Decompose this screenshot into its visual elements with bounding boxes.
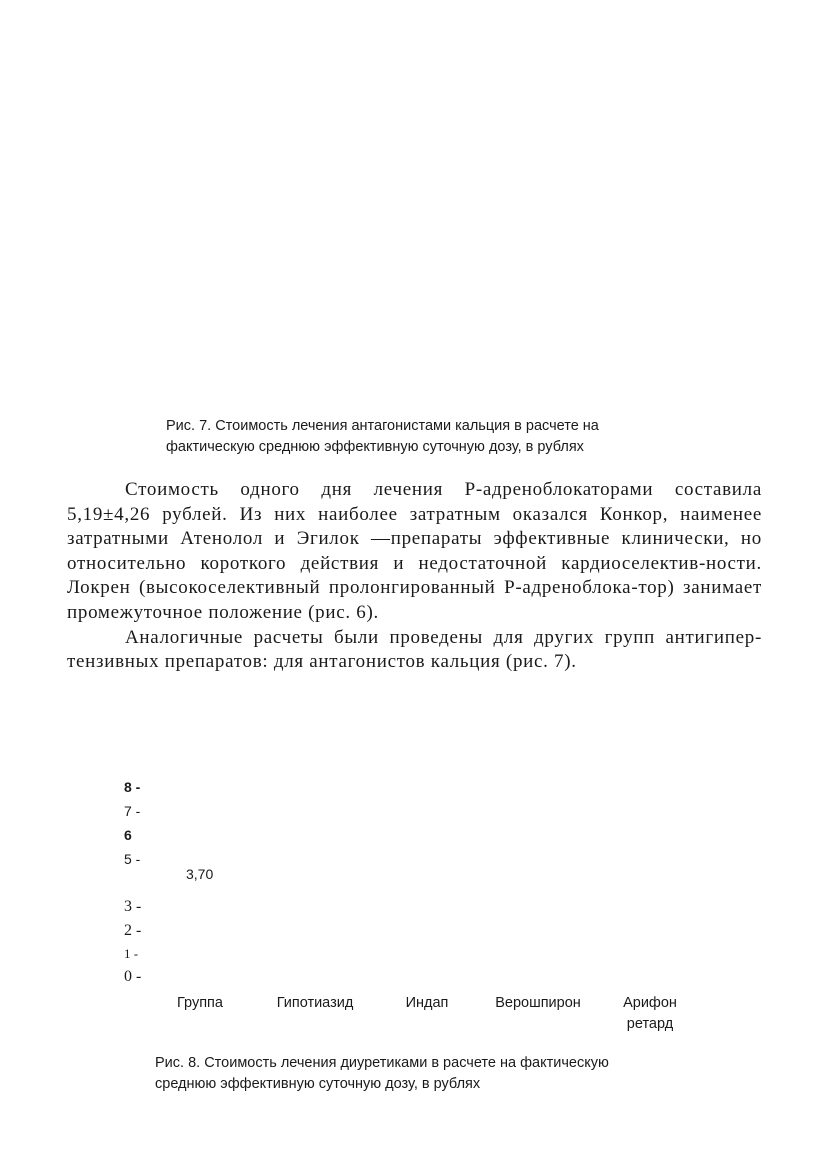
y-tick-7: 7 - bbox=[124, 803, 141, 819]
category-label-arifon-line-1: Арифон bbox=[623, 995, 677, 1011]
category-label-veroshpiron-line-1: Верошпирон bbox=[495, 995, 581, 1011]
category-label-group-line-1: Группа bbox=[177, 995, 223, 1011]
figure-8-caption-line-2: среднюю эффективную суточную дозу, в рублях bbox=[155, 1076, 481, 1092]
y-tick-8: 8 - bbox=[124, 779, 141, 795]
data-label-group: 3,70 bbox=[186, 866, 214, 882]
paragraph-beta-blockers: Стоимость одного дня лечения Р-адреноблокаторами составила 5,19±4,26 рублей. Из них наиболее затратным оказался Конкор, наименее затратными Атенолол и Эгилок —препараты эффективные клинически, но относительно короткого действия и недостаточной кардиоселектив-ности. Локрен (высокоселективный пролонгированный Р-адреноблока-тор) занимает промежуточное положение (рис. 6). bbox=[67, 479, 762, 623]
category-label-indap-line-1: Индап bbox=[405, 995, 449, 1011]
body-text bbox=[67, 478, 762, 675]
y-tick-2: 2 - bbox=[124, 922, 142, 939]
paragraph-calcium-antagonists: Аналогичные расчеты были проведены для других групп антигипер-тензивных препаратов: для антагонистов кальция (рис. 7). bbox=[67, 626, 762, 673]
y-tick-3: 3 - bbox=[124, 898, 142, 915]
category-label-hypothiazide-line-1: Гипотиазид bbox=[276, 995, 354, 1011]
category-label-hypothiazide bbox=[265, 993, 365, 1014]
figure-7-caption bbox=[166, 416, 599, 458]
figure-8-caption-line-1: Рис. 8. Стоимость лечения диуретиками в расчете на фактическую bbox=[155, 1055, 609, 1071]
figure-8-caption bbox=[155, 1053, 609, 1095]
figure-7-caption-line-1: Рис. 7. Стоимость лечения антагонистами кальция в расчете на bbox=[166, 418, 599, 434]
figure-7-caption-line-2: фактическую среднюю эффективную суточную дозу, в рублях bbox=[166, 439, 584, 455]
y-tick-5: 5 - bbox=[124, 851, 141, 867]
category-label-indap bbox=[392, 993, 462, 1014]
y-tick-6: 6 bbox=[124, 827, 132, 843]
category-label-group bbox=[160, 993, 240, 1014]
y-tick-1: 1 - bbox=[124, 946, 139, 961]
category-label-arifon-line-2: ретард bbox=[626, 1016, 674, 1032]
category-label-arifon-retard bbox=[610, 993, 690, 1035]
y-tick-0: 0 - bbox=[124, 968, 142, 985]
category-label-veroshpiron bbox=[483, 993, 593, 1014]
